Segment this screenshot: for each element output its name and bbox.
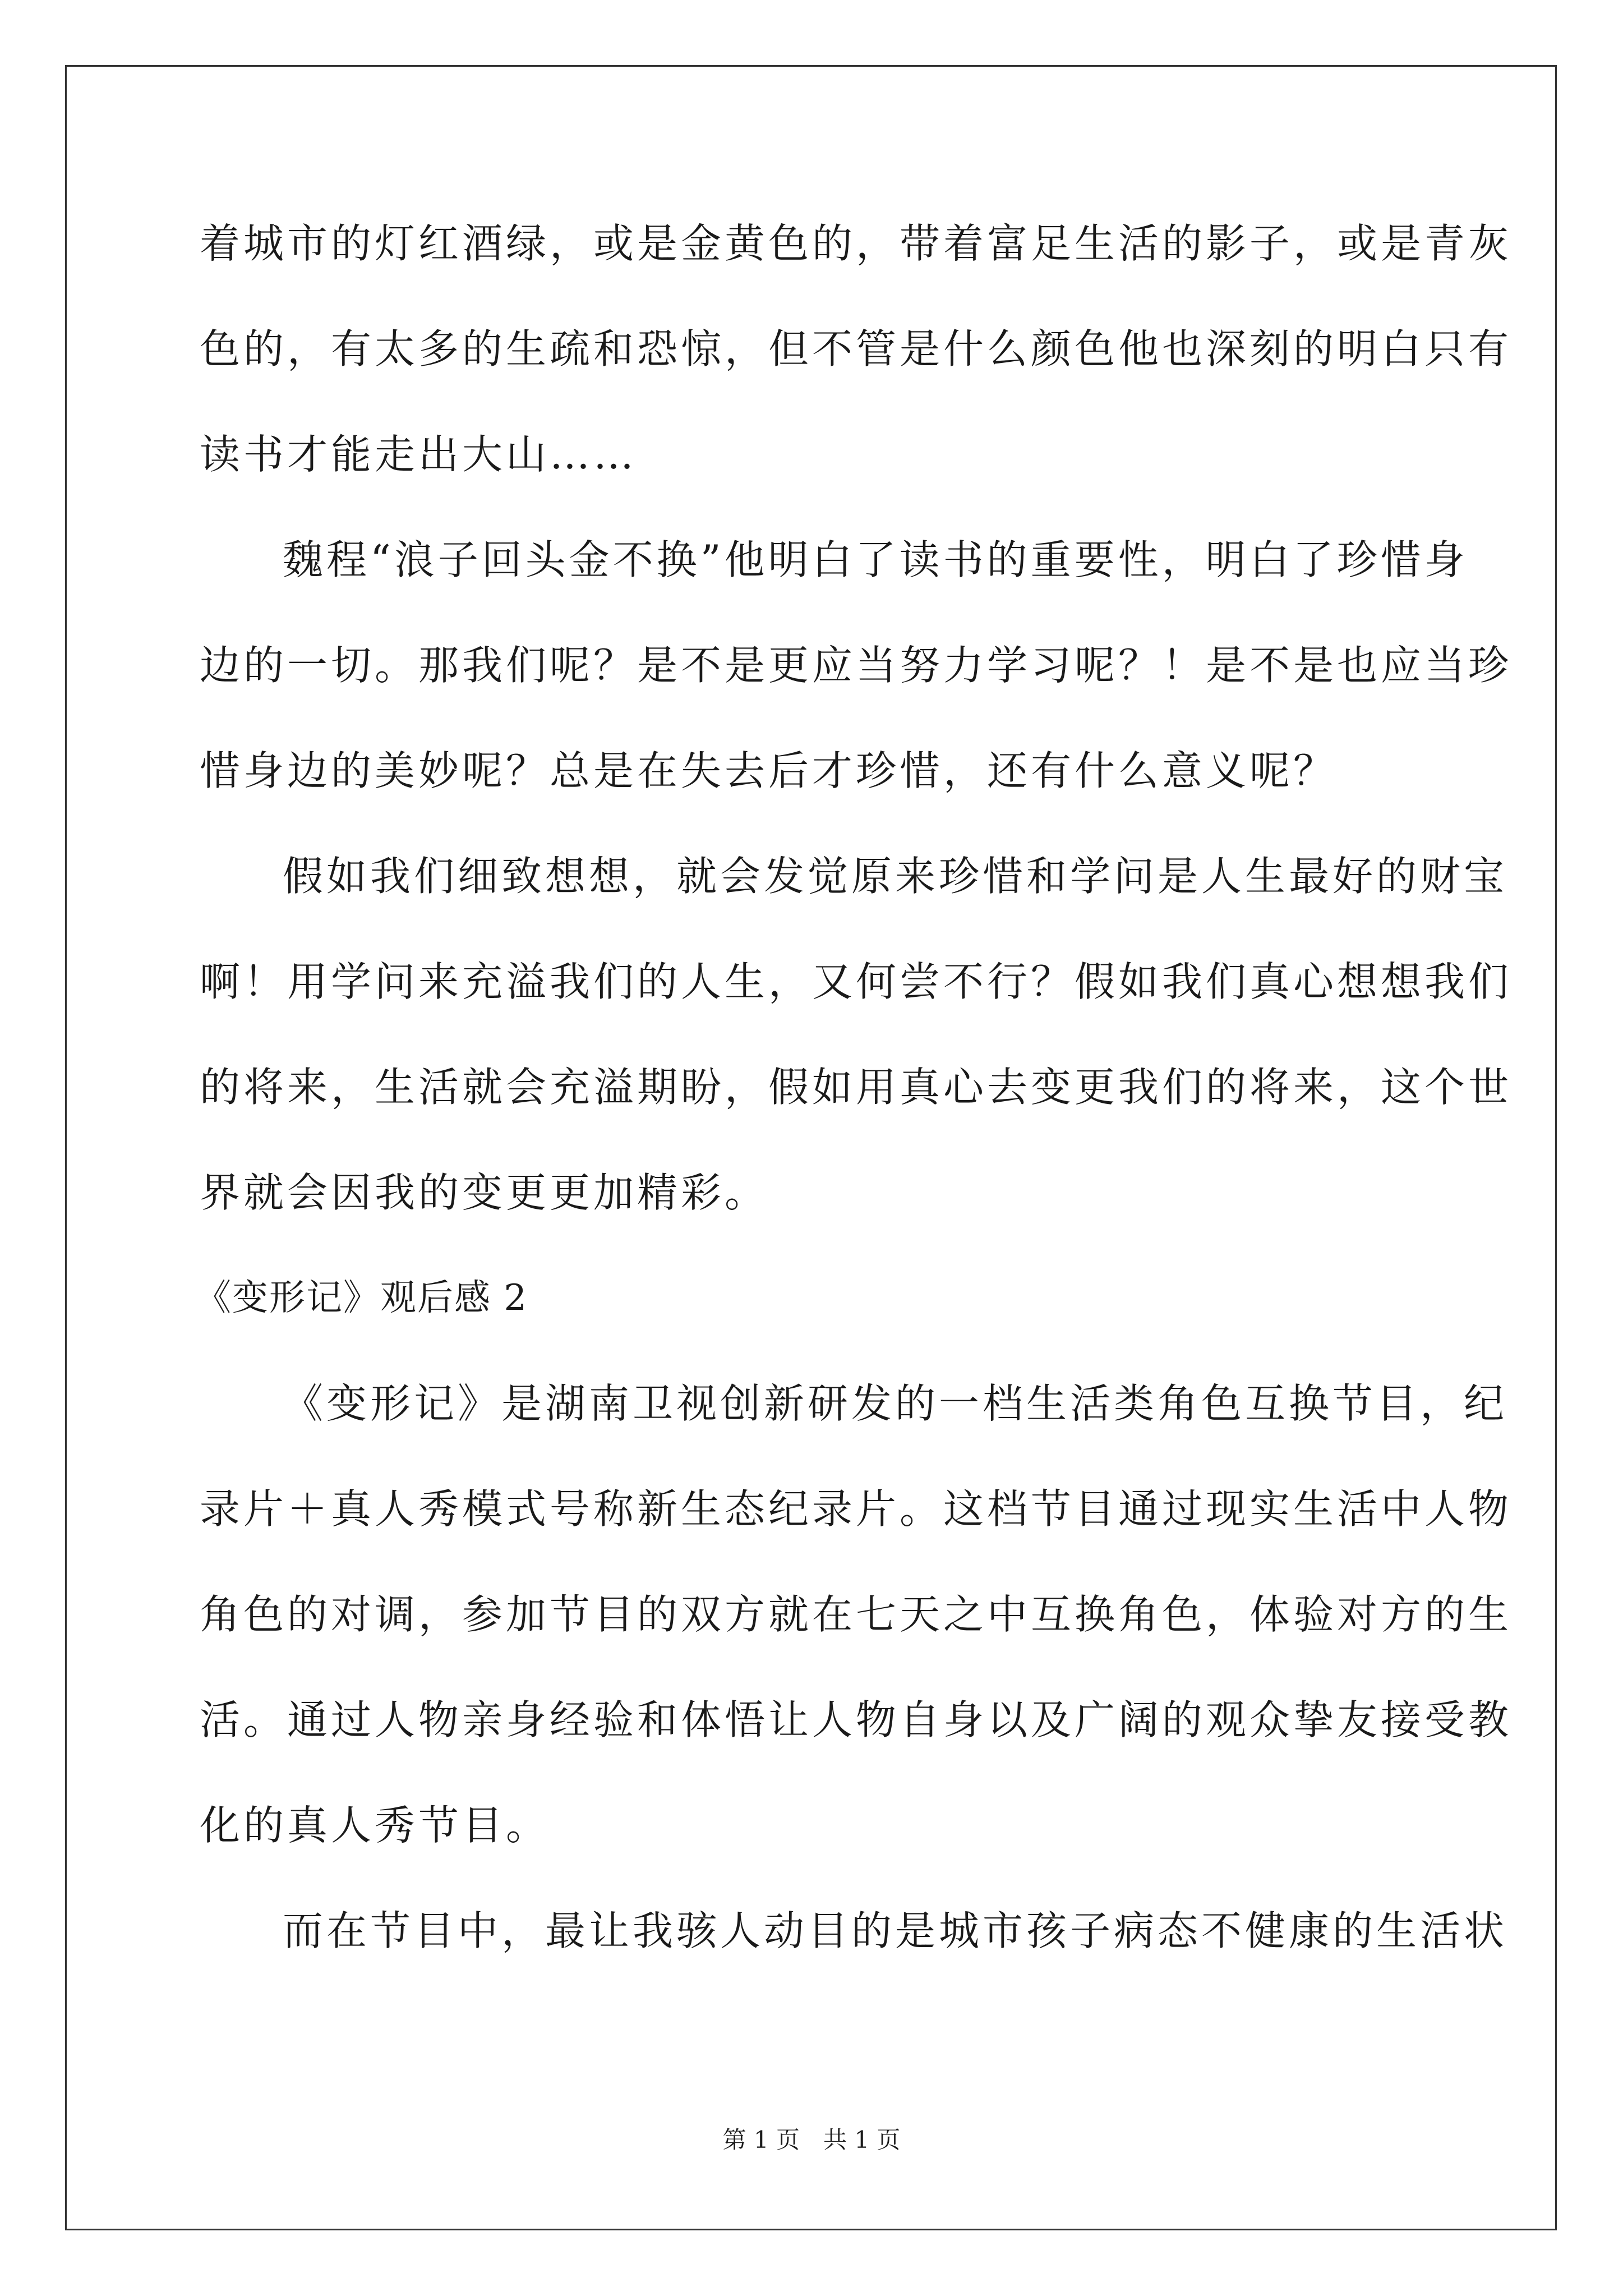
- text-line: 化的真人秀节目。: [200, 1802, 550, 1849]
- text-line: 而在节目中，最让我骇人动目的是城市孩子病态不健康的生活状: [283, 1907, 1508, 1954]
- text-line: 《变形记》是湖南卫视创新研发的一档生活类角色互换节目，纪: [283, 1380, 1508, 1427]
- paragraph: [200, 1351, 1513, 1878]
- paragraph: [200, 823, 1513, 1245]
- paragraph: [200, 507, 1513, 823]
- text-line: 假如我们细致想想，就会发觉原来珍惜和学问是人生最好的财宝: [283, 853, 1508, 900]
- text-line: 角色的对调，参加节目的双方就在七天之中互换角色，体验对方的生: [200, 1591, 1513, 1638]
- paragraph: [200, 1878, 1508, 1984]
- text-line: 着城市的灯红酒绿，或是金黄色的，带着富足生活的影子，或是青灰: [200, 220, 1513, 267]
- text-line: 边的一切。那我们呢？是不是更应当努力学习呢？！是不是也应当珍: [200, 642, 1513, 689]
- page-footer: 第 1 页 共 1 页: [722, 2126, 901, 2154]
- text-line: 色的，有太多的生疏和恐惊，但不管是什么颜色他也深刻的明白只有: [200, 325, 1513, 372]
- document-body: [195, 191, 1513, 1984]
- text-line: 录片＋真人秀模式号称新生态纪录片。这档节目通过现实生活中人物: [200, 1485, 1513, 1533]
- text-line: 读书才能走出大山……: [200, 431, 638, 478]
- text-line: 啊！用学问来充溢我们的人生，又何尝不行？假如我们真心想想我们: [200, 958, 1513, 1005]
- text-line: 魏程“浪子回头金不换”他明白了读书的重要性，明白了珍惜身: [283, 536, 1468, 583]
- paragraph: [200, 191, 1513, 507]
- text-line: 界就会因我的变更更加精彩。: [200, 1169, 769, 1216]
- text-line: 的将来，生活就会充溢期盼，假如用真心去变更我们的将来，这个世: [200, 1064, 1513, 1111]
- text-line: 惜身边的美妙呢？总是在失去后才珍惜，还有什么意义呢？: [200, 747, 1338, 794]
- section-heading: 《变形记》观后感 2: [195, 1277, 528, 1319]
- text-line: 活。通过人物亲身经验和体悟让人物自身以及广阔的观众挚友接受教: [200, 1696, 1513, 1743]
